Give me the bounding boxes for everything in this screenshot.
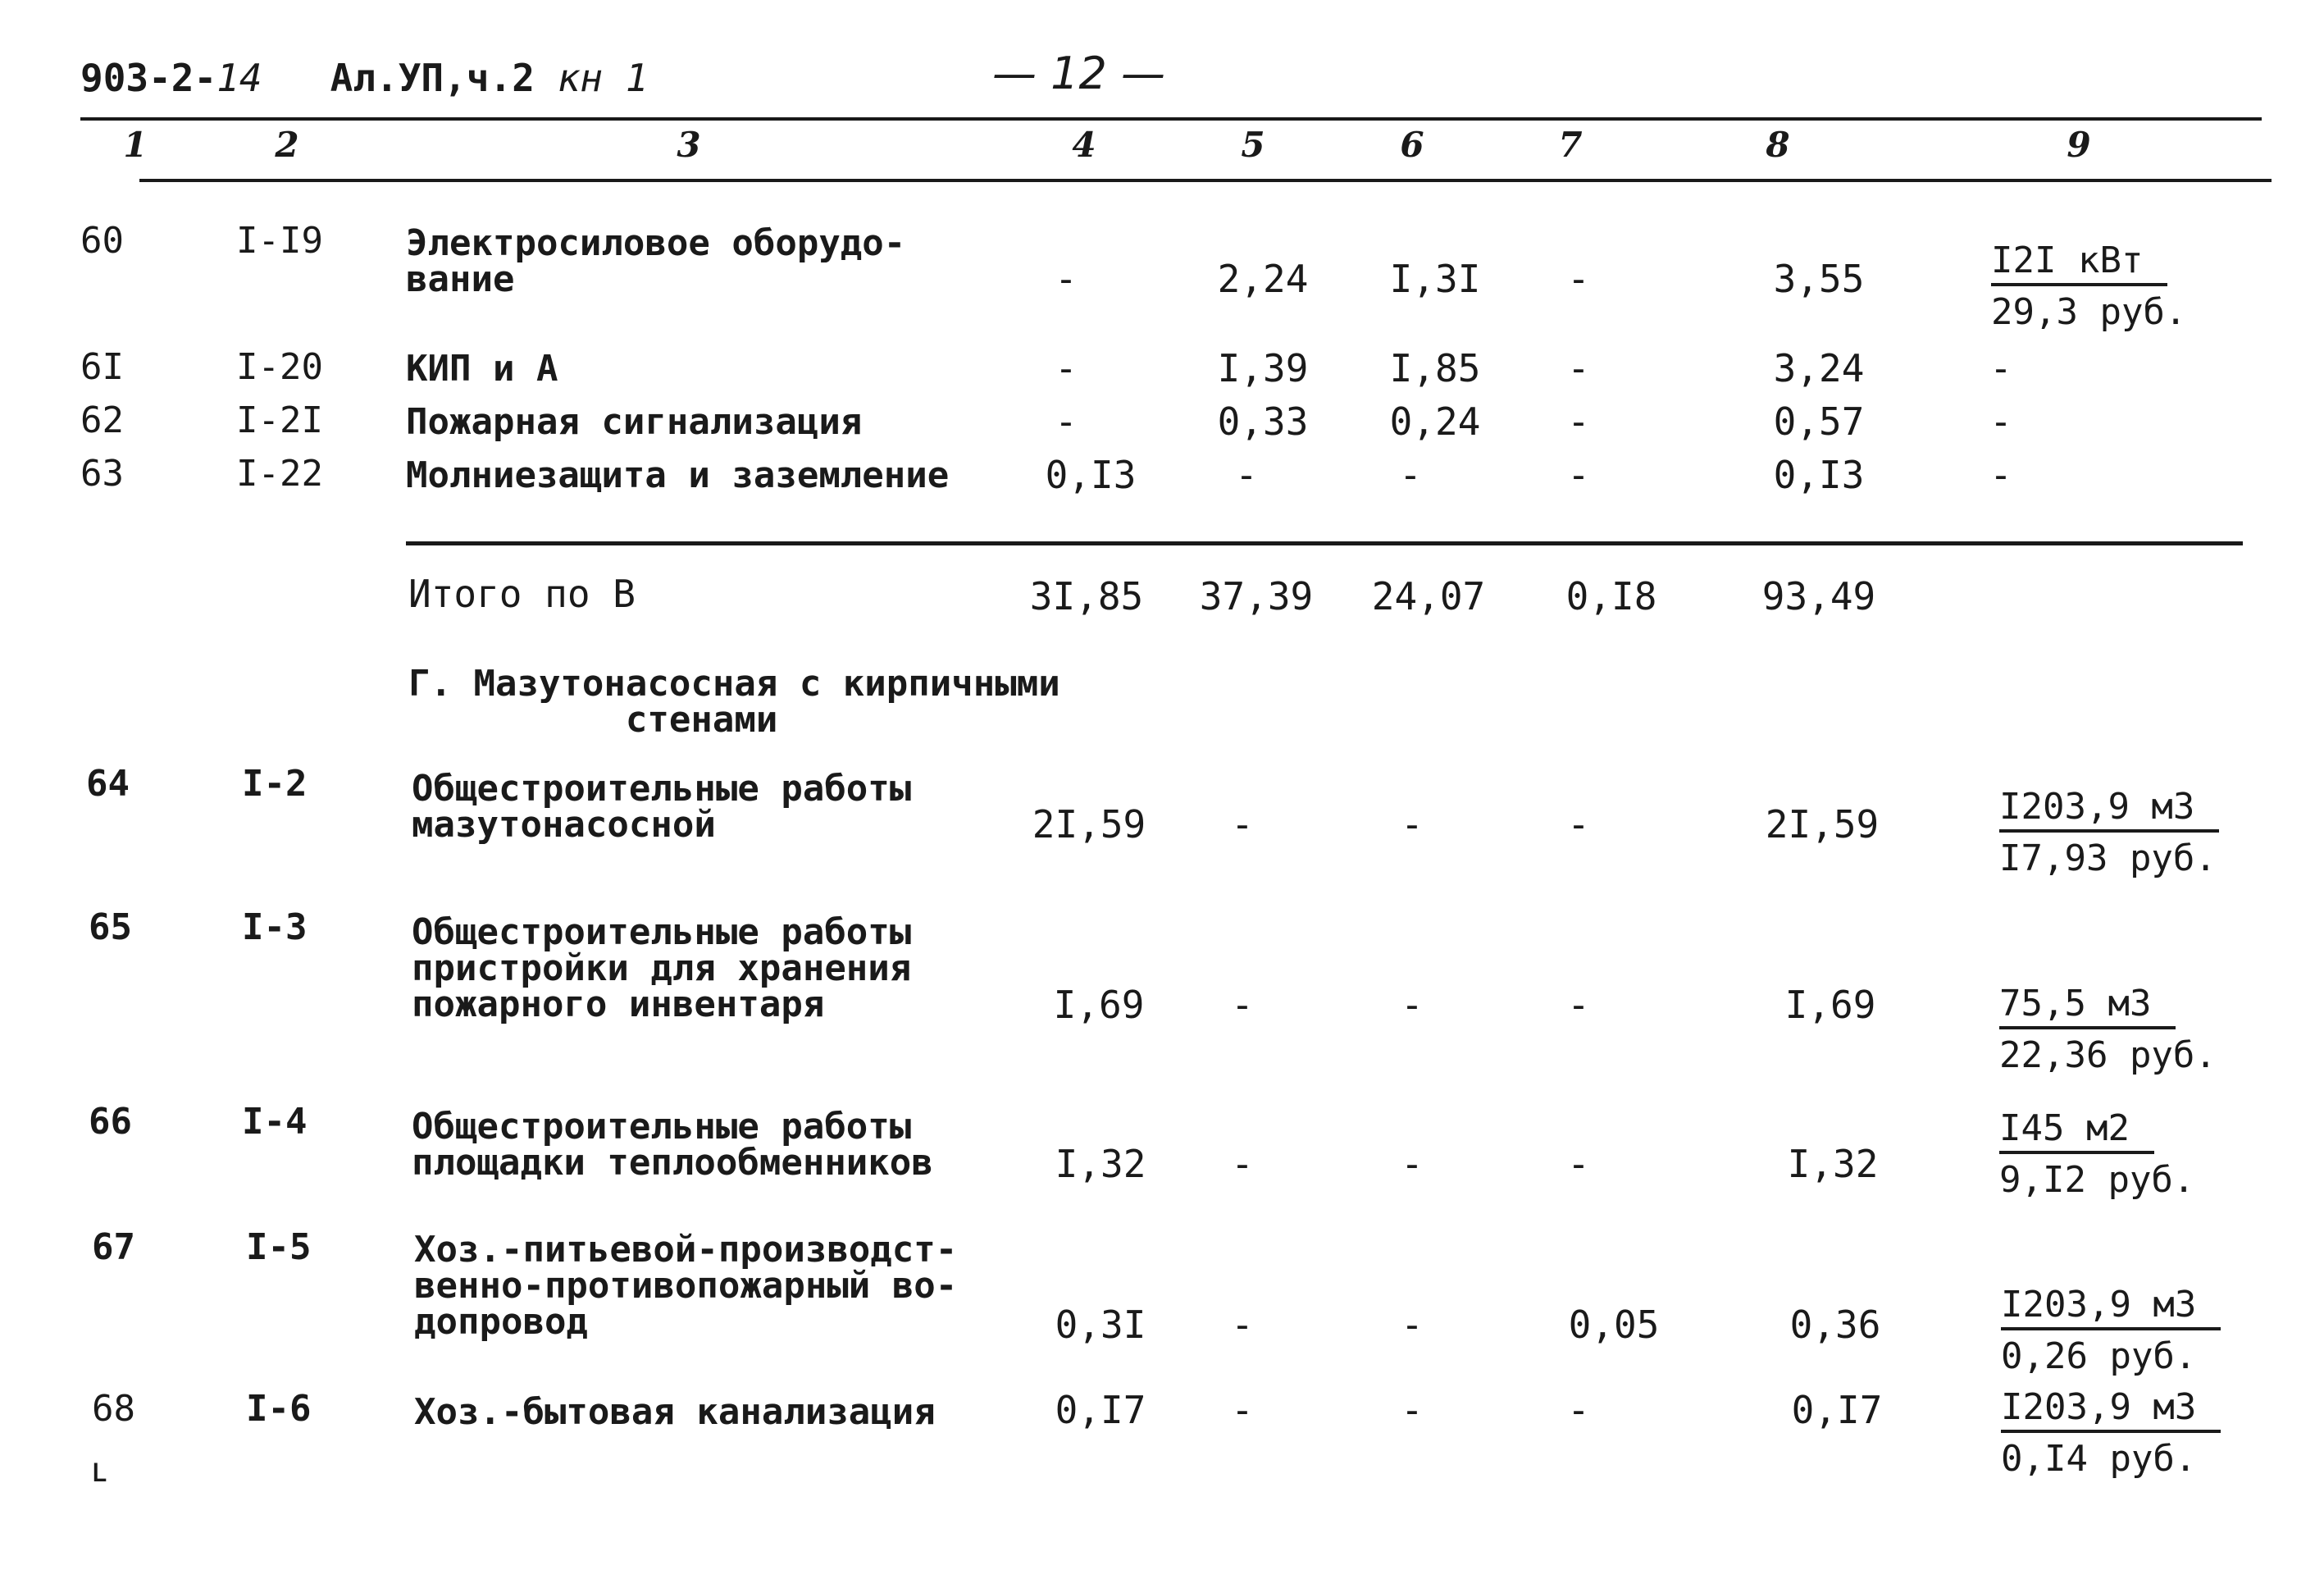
row-name: Пожарная сигнализация: [406, 401, 863, 443]
document-code: [80, 56, 648, 100]
cell-col7: -: [1567, 802, 1590, 846]
column-number-8: 8: [1766, 125, 1790, 165]
column-number-3: 3: [677, 125, 701, 165]
cell-col5: -: [1231, 1388, 1254, 1432]
row-number: 66: [89, 1101, 132, 1143]
row-code: I-2: [242, 763, 308, 805]
fraction-denominator: 0,26 руб.: [2001, 1335, 2197, 1377]
cell-col7: -: [1567, 1388, 1590, 1432]
row-name: КИП и А: [406, 348, 558, 390]
cell-col9: -: [1989, 346, 2012, 390]
cell-col4: 0,I3: [1045, 453, 1137, 497]
cell-col8: 3,55: [1773, 257, 1865, 301]
fraction-denominator: 0,I4 руб.: [2001, 1438, 2197, 1480]
cell-col4: -: [1055, 399, 1078, 444]
row-name: Молниезащита и заземление: [406, 454, 950, 496]
column-number-9: 9: [2067, 125, 2091, 165]
cell-col6: -: [1399, 453, 1422, 497]
row-code: I-4: [242, 1101, 308, 1143]
cell-col8: I,69: [1784, 983, 1876, 1027]
cell-col9: -: [1989, 399, 2012, 444]
fraction-numerator: I203,9 м3: [1999, 786, 2219, 833]
cell-col7: -: [1567, 257, 1590, 301]
fraction-denominator: 9,I2 руб.: [1999, 1159, 2195, 1201]
fraction-numerator: 75,5 м3: [1999, 983, 2176, 1029]
page-number: — 12 —: [992, 48, 1166, 99]
cell-col5: 2,24: [1217, 257, 1309, 301]
total-label: Итого по В: [408, 572, 636, 616]
cell-col9-fraction: [2001, 1284, 2221, 1377]
cell-col8: 2I,59: [1765, 802, 1880, 846]
cell-col7: -: [1567, 1142, 1590, 1186]
row-number: 67: [92, 1226, 135, 1268]
row-code: I-5: [246, 1226, 312, 1268]
cell-col9-fraction: [1991, 240, 2186, 333]
cell-col5: -: [1231, 1303, 1254, 1347]
row-number: 62: [80, 399, 124, 441]
cell-col4: I,32: [1055, 1142, 1146, 1186]
total-col8: 93,49: [1761, 574, 1876, 618]
column-number-5: 5: [1241, 125, 1265, 165]
fraction-numerator: I203,9 м3: [2001, 1284, 2221, 1330]
row-name: Хоз.-питьевой-производст- венно-противопожарный во- допровод: [414, 1229, 958, 1343]
cell-col8: 3,24: [1773, 346, 1865, 390]
cell-col5: I,39: [1217, 346, 1309, 390]
cell-col8: 0,I7: [1791, 1388, 1883, 1432]
cell-col8: 0,I3: [1773, 453, 1865, 497]
cell-col7: -: [1567, 453, 1590, 497]
cell-col7: -: [1567, 346, 1590, 390]
row-code: I-3: [242, 906, 308, 948]
row-code: I-2I: [236, 399, 323, 441]
row-code: I-20: [236, 346, 323, 388]
section-heading: Г. Мазутонасосная с кирпичными стенами: [408, 663, 1060, 741]
row-name: Общестроительные работы пристройки для хранения пожарного инвентаря: [412, 911, 912, 1025]
cell-col4: 0,3I: [1055, 1303, 1146, 1347]
cell-col6: -: [1401, 1142, 1424, 1186]
cell-col4: I,69: [1053, 983, 1145, 1027]
header-rule-top: [80, 117, 2262, 121]
cell-col5: -: [1231, 983, 1254, 1027]
cell-col4: -: [1055, 346, 1078, 390]
cell-col9-fraction: [2001, 1386, 2221, 1480]
cell-col4: 2I,59: [1032, 802, 1146, 846]
cell-col6: -: [1401, 802, 1424, 846]
row-number: 60: [80, 220, 124, 262]
document-code-printed: 903-2-: [80, 56, 217, 100]
fraction-numerator: I2I кВт: [1991, 240, 2167, 286]
fraction-denominator: 29,3 руб.: [1991, 291, 2187, 333]
row-number: 65: [89, 906, 132, 948]
cell-col5: 0,33: [1217, 399, 1309, 444]
cell-col5: -: [1231, 1142, 1254, 1186]
total-col4: 3I,85: [1029, 574, 1144, 618]
cell-col9-fraction: [1999, 1107, 2194, 1201]
fraction-denominator: 22,36 руб.: [1999, 1034, 2217, 1076]
column-number-4: 4: [1072, 125, 1096, 165]
cell-col9-fraction: [1999, 983, 2217, 1076]
total-col5: 37,39: [1199, 574, 1314, 618]
cell-col9-fraction: [1999, 786, 2219, 879]
header-rule-bottom: [139, 179, 2272, 182]
row-code: I-6: [246, 1388, 312, 1430]
row-name: Общестроительные работы площадки теплообменников: [412, 1106, 933, 1184]
cell-col6: -: [1401, 1303, 1424, 1347]
column-number-7: 7: [1558, 125, 1583, 165]
cell-col8: 0,36: [1789, 1303, 1881, 1347]
total-col6: 24,07: [1371, 574, 1486, 618]
column-number-1: 1: [123, 125, 148, 165]
cell-col7: 0,05: [1568, 1303, 1660, 1347]
cell-col9: -: [1989, 453, 2012, 497]
cell-col6: I,3I: [1389, 257, 1481, 301]
fraction-numerator: I45 м2: [1999, 1107, 2154, 1154]
fraction-denominator: I7,93 руб.: [1999, 837, 2217, 879]
row-code: I-I9: [236, 220, 323, 262]
cell-col4: -: [1055, 257, 1078, 301]
fraction-numerator: I203,9 м3: [2001, 1386, 2221, 1433]
cell-col7: -: [1567, 983, 1590, 1027]
column-number-6: 6: [1400, 125, 1424, 165]
cell-col7: -: [1567, 399, 1590, 444]
cell-col5: -: [1231, 802, 1254, 846]
cell-col8: I,32: [1787, 1142, 1879, 1186]
cell-col6: I,85: [1389, 346, 1481, 390]
row-name: Общестроительные работы мазутонасосной: [412, 768, 912, 846]
cell-col6: -: [1401, 983, 1424, 1027]
cell-col5: -: [1235, 453, 1258, 497]
column-number-2: 2: [275, 125, 299, 165]
corner-mark: ʟ: [90, 1452, 111, 1490]
cell-col6: 0,24: [1389, 399, 1481, 444]
album-handwritten: кн 1: [557, 56, 649, 100]
row-name: Хоз.-бытовая канализация: [414, 1391, 936, 1433]
cell-col4: 0,I7: [1055, 1388, 1146, 1432]
album-reference: Ал.УП,ч.2: [330, 56, 535, 100]
row-number: 68: [92, 1388, 135, 1430]
row-code: I-22: [236, 453, 323, 495]
row-number: 63: [80, 453, 124, 495]
row-name: Электросиловое оборудо- вание: [406, 222, 906, 300]
cell-col8: 0,57: [1773, 399, 1865, 444]
cell-col6: -: [1401, 1388, 1424, 1432]
row-number: 6I: [80, 346, 124, 388]
document-code-handwritten: 14: [216, 56, 262, 100]
subtotal-rule: [406, 541, 2243, 545]
total-col7: 0,I8: [1565, 574, 1657, 618]
row-number: 64: [86, 763, 130, 805]
